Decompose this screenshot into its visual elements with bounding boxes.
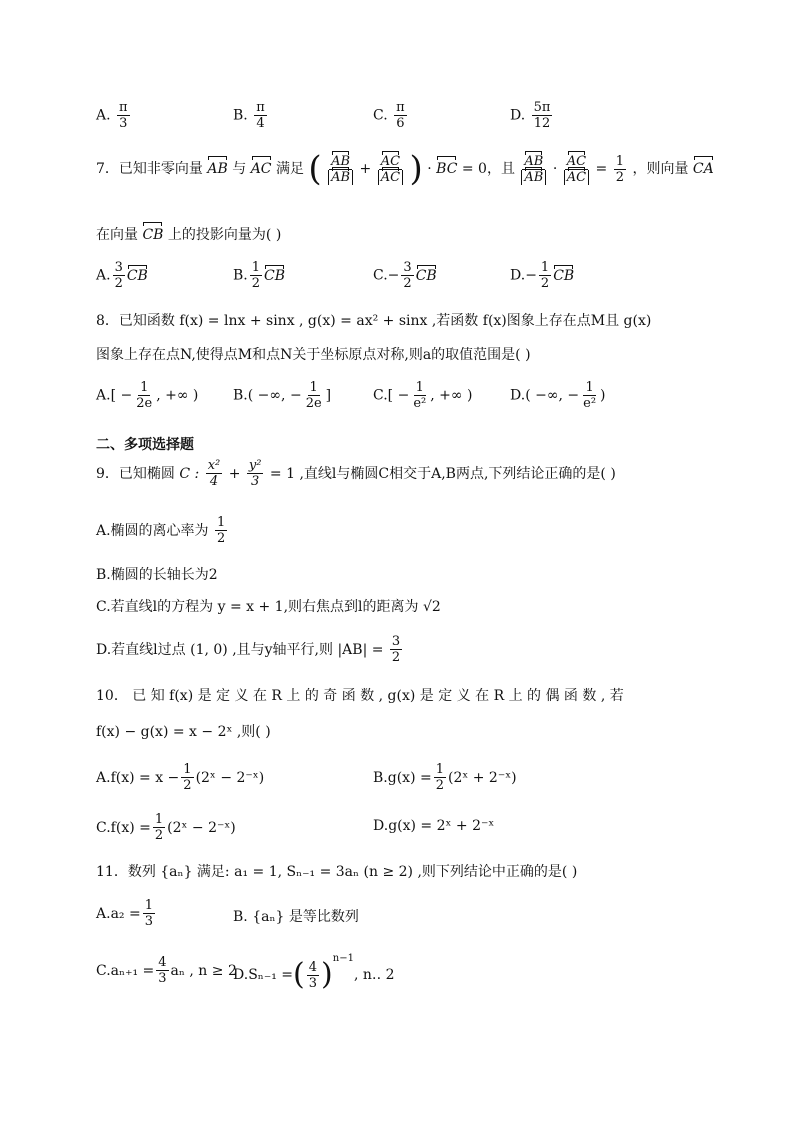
- q7-option-b: B. $\frac{1}{2}$ CB: [233, 260, 286, 291]
- fraction: $\frac{\pi}{6}$: [396, 100, 405, 131]
- q10-option-c: C.f(x) = $\frac{1}{2}$ (2ˣ − 2⁻ˣ): [96, 812, 236, 843]
- vector-bc: BC: [436, 161, 458, 177]
- q6-option-a: [96, 100, 132, 131]
- fraction: $\frac{\pi}{4}$: [256, 100, 265, 131]
- q9-option-b: B.椭圆的长轴长为2: [96, 567, 218, 583]
- vector-ca: CA: [692, 161, 714, 177]
- option-label: A.: [96, 107, 111, 124]
- q8-option-d: D.( −∞, − $\frac{1}{\text{e²}}$ ): [510, 380, 606, 411]
- q9-option-a: A.椭圆的离心率为 $\frac{1}{2}$: [96, 515, 226, 546]
- option-label: C.: [373, 107, 388, 124]
- q10-line-1: 10． 已 知 f(x) 是 定 义 在 R 上 的 奇 函 数 , g(x) 是 定 义 在 R 上 的 偶 函 数 , 若: [96, 688, 624, 704]
- vector-ac: AC: [250, 161, 272, 177]
- unit-vector-ab-2: $\frac{AB}{AB}$: [521, 154, 546, 185]
- q7-line-2: 在向量 CB 上的投影向量为( ): [96, 227, 282, 243]
- vector-cb: CB: [142, 227, 164, 243]
- q9-option-d: D.若直线l过点 (1, 0) ,且与y轴平行,则 |AB| = $\frac{3}{2}$: [96, 634, 401, 665]
- option-label: B.: [233, 107, 248, 124]
- q11-option-b: B. {aₙ} 是等比数列: [233, 909, 359, 925]
- unit-vector-ac-2: $\frac{AC}{AC}$: [564, 154, 589, 185]
- q11-stem: 11．数列 {aₙ} 满足: a₁ = 1, Sₙ₋₁ = 3aₙ (n ≥ 2) ,则下列结论中正确的是( ): [96, 864, 578, 880]
- q8-option-b: B.( −∞, − $\frac{1}{2e}$ ]: [233, 380, 332, 411]
- q10-option-b: B.g(x) = $\frac{1}{2}$ (2ˣ + 2⁻ˣ): [373, 762, 517, 793]
- q8-line-1: 8．已知函数 f(x) = lnx + sinx , g(x) = ax² + sinx ,若函数 f(x)图象上存在点M且 g(x): [96, 313, 652, 329]
- q9-stem: 9．已知椭圆 C : $\frac{\text{x²}}{4}$ + $\frac{\text{y²}}{3}$ = 1 ,直线l与椭圆C相交于A,B两点,下列结论正确的是( ): [96, 458, 616, 489]
- q8-option-c: C.[ − $\frac{1}{\text{e²}}$ , +∞ ): [373, 380, 473, 411]
- section-heading: 二、多项选择题: [96, 437, 194, 453]
- q11-option-c: C.aₙ₊₁ = $\frac{4}{3}$ aₙ , n ≥ 2: [96, 955, 237, 986]
- q10-option-a: A.f(x) = x − $\frac{1}{2}$ (2ˣ − 2⁻ˣ): [96, 762, 265, 793]
- fraction-half: $\frac{1}{2}$: [615, 153, 624, 185]
- q7-option-d: D.− $\frac{1}{2}$ CB: [510, 260, 575, 291]
- q8-option-a: A.[ − $\frac{1}{2e}$ , +∞ ): [96, 380, 199, 411]
- q6-option-d: [510, 100, 554, 131]
- q7-line-1: 7．已知非零向量 AB 与 AC 满足 ( $\frac{AB}{AB}$ + $\frac{AC}{AC}$ ) · BC = 0，且 $\frac{AB}{AB}$ · $\frac{AC}{AC}$ = $\frac{1}{2}$ ，则向量 CA: [96, 149, 714, 189]
- q7-option-c: C.− $\frac{3}{2}$ CB: [373, 260, 437, 291]
- unit-vector-ac: $\frac{AC}{AC}$: [378, 154, 403, 185]
- q10-option-d: D.g(x) = 2ˣ + 2⁻ˣ: [373, 818, 495, 834]
- q11-option-d: D.Sₙ₋₁ =( $\frac{4}{3}$ )$^{n-1}$, n‥ 2: [233, 953, 395, 992]
- unit-vector-ab: $\frac{AB}{AB}$: [328, 154, 353, 185]
- q8-line-2: 图象上存在点N,使得点M和点N关于坐标原点对称,则a的取值范围是( ): [96, 347, 531, 363]
- q10-line-2: f(x) − g(x) = x − 2ˣ ,则( ): [96, 724, 271, 740]
- paren-close: ): [409, 149, 423, 189]
- vector-ab: AB: [207, 161, 228, 177]
- q11-option-a: A.a₂ = $\frac{1}{3}$: [96, 898, 153, 929]
- option-label: D.: [510, 107, 526, 124]
- q6-option-b: [233, 100, 269, 131]
- q7-option-a: A. $\frac{3}{2}$ CB: [96, 260, 148, 291]
- fraction: $\frac{5\pi}{12}$: [533, 100, 551, 131]
- q6-option-c: [373, 100, 409, 131]
- paren-open: (: [308, 149, 322, 189]
- fraction: $\frac{\pi}{3}$: [119, 100, 128, 131]
- q9-option-c: C.若直线l的方程为 y = x + 1,则右焦点到l的距离为 √2: [96, 599, 441, 615]
